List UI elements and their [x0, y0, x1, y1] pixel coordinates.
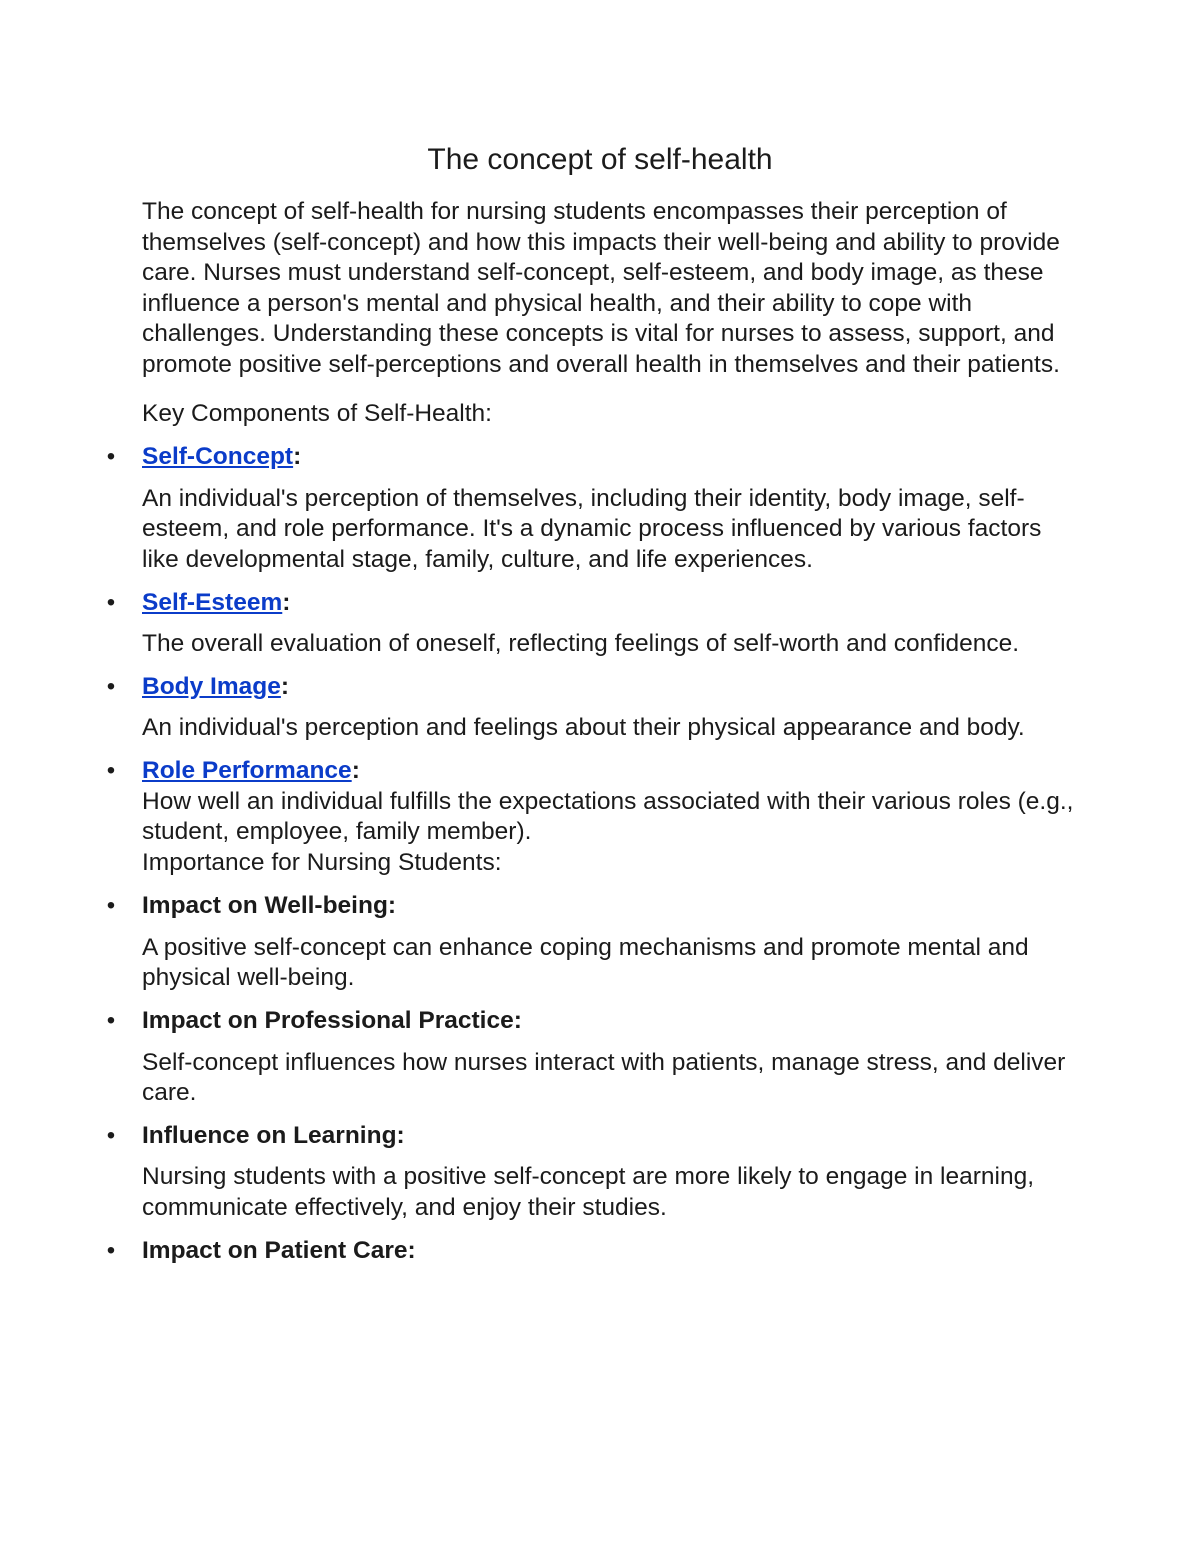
role-performance-link[interactable]: Role Performance [142, 756, 352, 784]
item-heading: Impact on Patient Care: [142, 1236, 416, 1264]
list-item-self-esteem [106, 588, 1077, 660]
heading-colon: : [293, 443, 302, 471]
item-description: A positive self-concept can enhance coping mechanisms and promote mental and physical well-being. [142, 933, 1029, 992]
body-image-link[interactable]: Body Image [142, 672, 281, 700]
list-item-influence-learning [106, 1121, 1077, 1224]
item-heading: Impact on Professional Practice: [142, 1007, 522, 1035]
bullet-icon: • [106, 672, 116, 700]
item-description: The overall evaluation of oneself, reflecting feelings of self-worth and confidence. [142, 630, 1020, 658]
heading-colon: : [351, 756, 360, 784]
list-item-self-concept [106, 442, 1077, 575]
bullet-icon: • [106, 1236, 116, 1264]
heading-colon: : [282, 588, 291, 616]
heading-colon: : [280, 672, 290, 700]
item-description: How well an individual fulfills the expectations associated with their various roles (e.g., student, employee, family member). [142, 787, 1074, 846]
document-body [106, 197, 1077, 1266]
item-heading [142, 672, 1077, 703]
list-item-impact-patient-care [106, 1236, 1077, 1267]
item-heading [142, 756, 1077, 787]
bullet-icon: • [106, 892, 116, 920]
intro-paragraph: The concept of self-health for nursing students encompasses their perception of themselves (self-concept) and how this impacts their well-being and ability to provide care. Nurses must understand self-concept, self-esteem, and body image, as these influence a person's mental and physical health, and their ability to cope with challenges. Understanding these concepts is vital for nurses to assess, support, and promote positive self-perceptions and overall health in themselves and their patients. [142, 198, 1060, 378]
bullet-icon: • [106, 588, 116, 616]
item-description: Nursing students with a positive self-concept are more likely to engage in learning, communicate effectively, and enjoy their studies. [142, 1163, 1035, 1222]
list-item-impact-professional-practice [106, 1006, 1077, 1109]
item-description: An individual's perception and feelings about their physical appearance and body. [142, 714, 1025, 742]
item-description: An individual's perception of themselves, including their identity, body image, self-esteem, and role performance. It's a dynamic process influenced by various factors like developmental stage, family, culture, and life experiences. [142, 484, 1042, 573]
self-concept-link[interactable]: Self-Concept [142, 443, 294, 471]
item-heading: Impact on Well-being: [142, 892, 397, 920]
list-item-role-performance [106, 756, 1077, 878]
importance-heading: Importance for Nursing Students: [142, 848, 502, 876]
page-title: The concept of self-health [427, 143, 773, 176]
bullet-icon: • [106, 1121, 116, 1149]
item-heading: Influence on Learning: [142, 1121, 405, 1149]
list-item-body-image [106, 672, 1077, 744]
bullet-icon: • [106, 443, 116, 471]
self-esteem-link[interactable]: Self-Esteem [142, 588, 283, 616]
bullet-icon: • [106, 1007, 116, 1035]
item-description: Self-concept influences how nurses interact with patients, manage stress, and deliver care. [142, 1048, 1066, 1107]
list-item-impact-well-being [106, 891, 1077, 994]
item-heading [142, 442, 1077, 473]
bullet-icon: • [106, 756, 116, 784]
item-heading [142, 588, 1077, 619]
key-components-heading: Key Components of Self-Health: [142, 399, 492, 427]
